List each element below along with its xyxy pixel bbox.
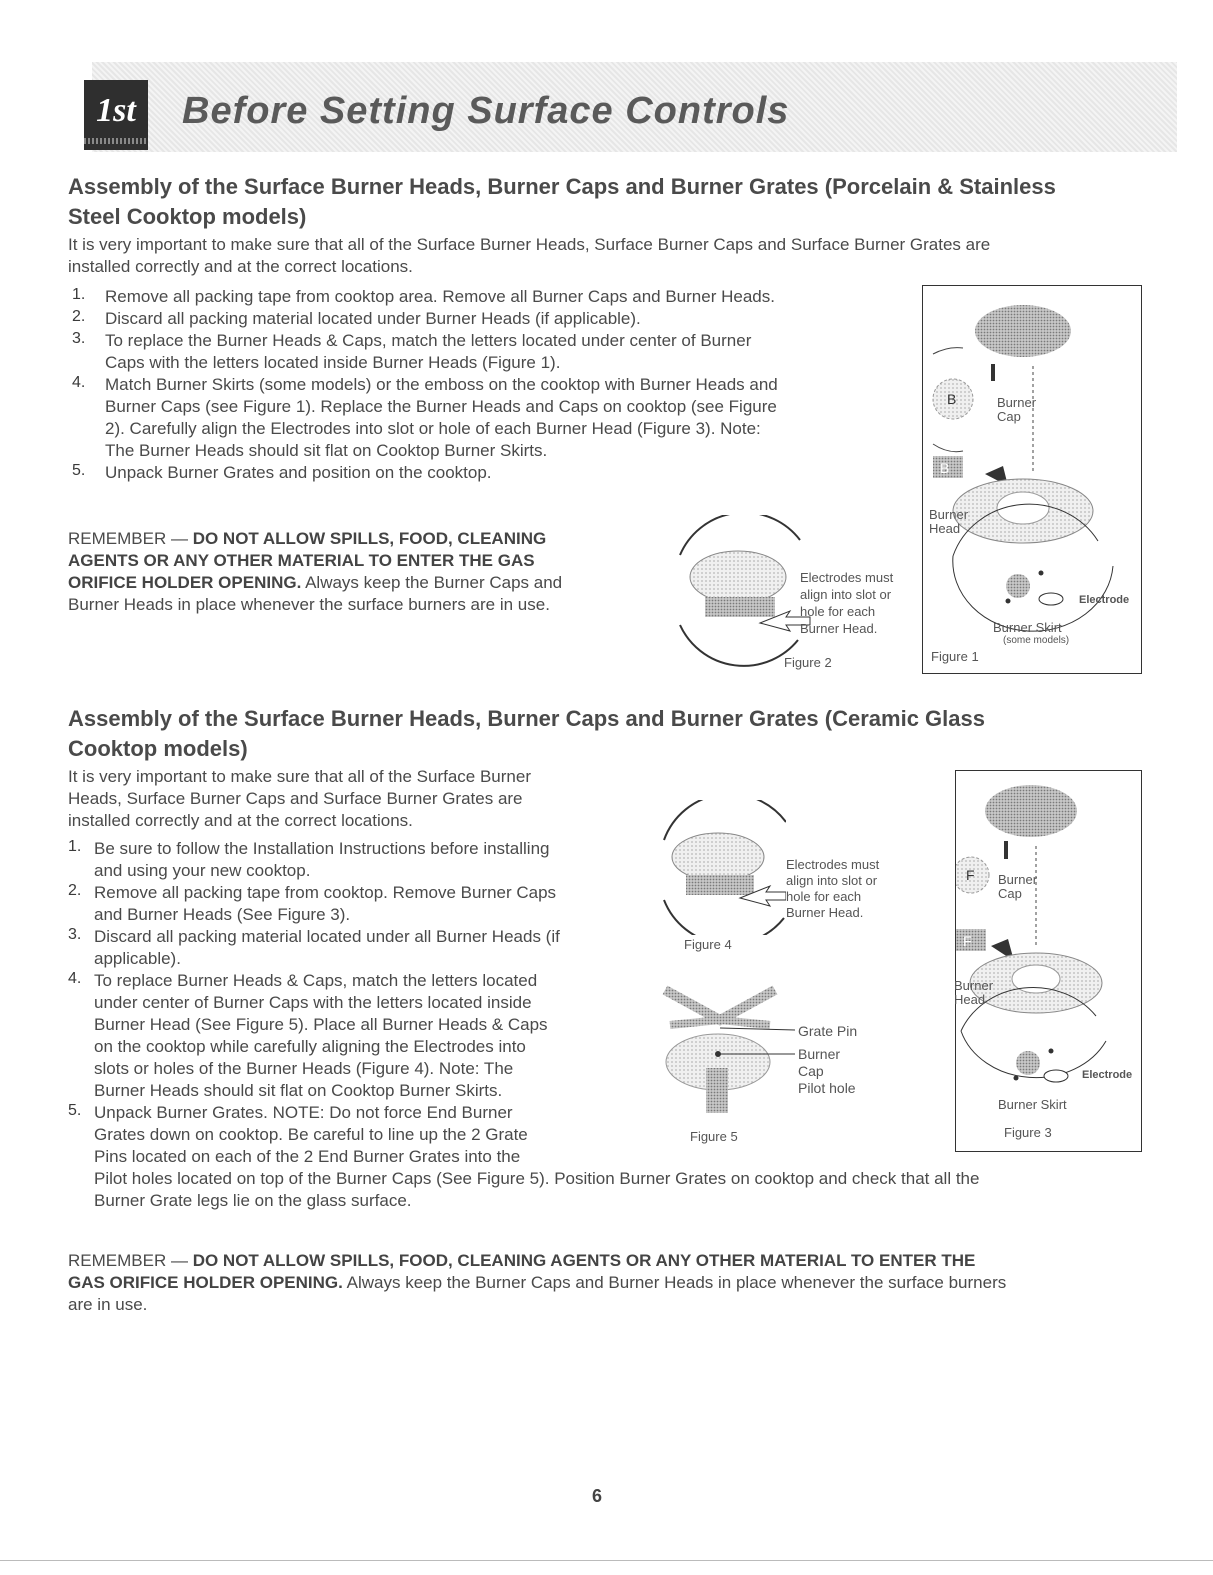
label-cap: Cap bbox=[997, 409, 1021, 424]
note-line: hole for each bbox=[786, 889, 862, 904]
step-item bbox=[72, 374, 912, 462]
label-burner: Burner bbox=[929, 507, 969, 522]
step-item bbox=[72, 308, 912, 330]
section2-heading-line2: Cooktop models) bbox=[68, 736, 248, 761]
intro-line: Heads, Surface Burner Caps and Surface Burner Grates are bbox=[68, 789, 523, 808]
figure3-diagram bbox=[956, 771, 1141, 1151]
figure1-head-letter: B bbox=[940, 460, 950, 476]
remember-tail: Always keep the Burner Caps and bbox=[301, 573, 563, 592]
remember-warning: GAS ORIFICE HOLDER OPENING. bbox=[68, 1273, 343, 1292]
label-electrode: Electrode bbox=[1079, 594, 1130, 606]
remember-warning: ORIFICE HOLDER OPENING. bbox=[68, 573, 302, 592]
label-electrode: Electrode bbox=[1082, 1069, 1133, 1081]
label-some-models: (some models) bbox=[1003, 635, 1070, 646]
label-skirt: Burner Skirt bbox=[998, 1097, 1067, 1112]
label-cap: Cap bbox=[798, 1063, 824, 1079]
step-line: Discard all packing material located under all Burner Heads (if bbox=[94, 927, 560, 946]
figure3-caption: Figure 3 bbox=[1004, 1125, 1052, 1140]
section1-heading-line2: Steel Cooktop models) bbox=[68, 204, 307, 229]
note-line: align into slot or bbox=[786, 873, 878, 888]
note-line: Burner Head. bbox=[800, 621, 878, 636]
label-burner: Burner bbox=[954, 978, 994, 993]
step-item bbox=[72, 286, 912, 308]
step-number: 4. bbox=[68, 970, 82, 987]
section1-heading-line1: Assembly of the Surface Burner Heads, Burner Caps and Burner Grates (Porcelain & Stainless bbox=[68, 174, 1056, 199]
remember-warning: DO NOT ALLOW SPILLS, FOOD, CLEANING bbox=[192, 529, 547, 548]
label-skirt: Burner Skirt bbox=[993, 620, 1062, 635]
remember-line bbox=[68, 528, 658, 550]
step-line: Burner Head (See Figure 5). Place all Burner Heads & Caps bbox=[94, 1015, 548, 1034]
label-cap: Cap bbox=[998, 886, 1022, 901]
step-line: Unpack Burner Grates and position on the cooktop. bbox=[105, 463, 492, 482]
figure1-cap-letter: B bbox=[947, 391, 957, 407]
step-number: 5. bbox=[68, 1102, 82, 1119]
figure3-box bbox=[955, 770, 1142, 1152]
note-line: hole for each bbox=[800, 604, 876, 619]
step-number: 1. bbox=[68, 838, 82, 855]
figure2-note bbox=[800, 569, 893, 637]
label-grate-pin: Grate Pin bbox=[798, 1023, 858, 1039]
remember-line: are in use. bbox=[68, 1295, 148, 1314]
page-title: Before Setting Surface Controls bbox=[182, 90, 790, 132]
step-item bbox=[68, 926, 668, 970]
step-item bbox=[68, 882, 668, 926]
step-line: Discard all packing material located under Burner Heads (if applicable). bbox=[105, 309, 641, 328]
step-number: 5. bbox=[72, 462, 86, 479]
step-number: 1. bbox=[72, 286, 86, 303]
note-line: Burner Head. bbox=[786, 905, 864, 920]
remember-line bbox=[68, 1272, 1178, 1294]
step-line: Remove all packing tape from cooktop. Remove Burner Caps bbox=[94, 883, 557, 902]
figure1-diagram bbox=[923, 286, 1141, 673]
intro-line: installed correctly and at the correct locations. bbox=[68, 811, 413, 830]
step-line: applicable). bbox=[94, 949, 181, 968]
figure3-cap-letter: F bbox=[966, 867, 975, 883]
step-number: 3. bbox=[68, 926, 82, 943]
step-number: 2. bbox=[72, 308, 86, 325]
section1-intro bbox=[68, 234, 1178, 278]
step-line: Burner Caps (see Figure 1). Replace the Burner Heads and Caps on cooktop (see Figure bbox=[105, 397, 777, 416]
note-line: Electrodes must bbox=[786, 857, 880, 872]
step-number: 2. bbox=[68, 882, 82, 899]
section2-intro bbox=[68, 766, 668, 832]
step-line: Caps with the letters located inside Burner Heads (Figure 1). bbox=[105, 353, 561, 372]
remember-line: Burner Heads in place whenever the surface burners are in use. bbox=[68, 595, 550, 614]
figure1-box bbox=[922, 285, 1142, 674]
figure3-head-letter: F bbox=[963, 933, 972, 949]
step-line: To replace the Burner Heads & Caps, match the letters located under center of Burner bbox=[105, 331, 752, 350]
step-item bbox=[72, 462, 912, 484]
remember-line bbox=[68, 1250, 1178, 1272]
remember-line bbox=[68, 550, 658, 572]
figure1-cap-label bbox=[997, 396, 1036, 424]
step-line: and using your new cooktop. bbox=[94, 861, 311, 880]
remember-lead: REMEMBER — bbox=[68, 529, 193, 548]
step-line: The Burner Heads should sit flat on Cooktop Burner Skirts. bbox=[105, 441, 548, 460]
figure5-caption: Figure 5 bbox=[690, 1129, 738, 1144]
step-item bbox=[68, 838, 668, 882]
section1-steps bbox=[72, 286, 912, 484]
figure4-caption: Figure 4 bbox=[684, 937, 732, 952]
remember-tail: Always keep the Burner Caps and Burner Heads in place whenever the surface burners bbox=[342, 1273, 1007, 1292]
figure2-caption: Figure 2 bbox=[784, 655, 832, 670]
badge-text: 1st bbox=[96, 92, 136, 129]
step-number: 3. bbox=[72, 330, 86, 347]
figure3-cap-label bbox=[998, 873, 1037, 901]
label-head: Head bbox=[954, 992, 986, 1007]
section2-heading bbox=[68, 704, 1168, 764]
step-number: 4. bbox=[72, 374, 86, 391]
step-item bbox=[72, 330, 912, 374]
label-burner: Burner bbox=[798, 1046, 841, 1062]
section2-remember bbox=[68, 1250, 1178, 1316]
step-line: slots or holes of the Burner Heads (Figure 4). Note: The bbox=[94, 1059, 514, 1078]
step-line: Be sure to follow the Installation Instructions before installing bbox=[94, 839, 550, 858]
label-pilot-hole: Pilot hole bbox=[798, 1080, 856, 1096]
figure1-caption: Figure 1 bbox=[931, 649, 979, 664]
figure3-head-label bbox=[954, 979, 993, 1007]
step-item bbox=[68, 970, 668, 1102]
step-line: Remove all packing tape from cooktop area. Remove all Burner Caps and Burner Heads. bbox=[105, 287, 775, 306]
section1-intro-line2: installed correctly and at the correct locations. bbox=[68, 257, 413, 276]
step-line: Pins located on each of the 2 End Burner Grates into the bbox=[94, 1147, 521, 1166]
step-line: To replace Burner Heads & Caps, match the letters located bbox=[94, 971, 538, 990]
step-line: Unpack Burner Grates. NOTE: Do not force End Burner bbox=[94, 1103, 513, 1122]
figure1-head-label bbox=[929, 508, 968, 536]
label-burner: Burner bbox=[997, 395, 1037, 410]
step-line: Grates down on cooktop. Be careful to line up the 2 Grate bbox=[94, 1125, 528, 1144]
figure4-diagram bbox=[646, 800, 786, 935]
step-line: Match Burner Skirts (some models) or the emboss on the cooktop with Burner Heads and bbox=[105, 375, 778, 394]
page-number: 6 bbox=[592, 1486, 603, 1506]
figure5-labels bbox=[798, 1046, 856, 1097]
label-burner: Burner bbox=[998, 872, 1038, 887]
step-line: 2). Carefully align the Electrodes into slot or hole of each Burner Head (Figure 3). Note: bbox=[105, 419, 761, 438]
section1-intro-line1: It is very important to make sure that all of the Surface Burner Heads, Surface Burner Caps and Surface Burner Grates are bbox=[68, 235, 991, 254]
remember-lead: REMEMBER — bbox=[68, 1251, 193, 1270]
figure5-diagram bbox=[650, 980, 800, 1120]
footer-rule bbox=[0, 1560, 1213, 1561]
note-line: align into slot or bbox=[800, 587, 892, 602]
remember-warning: DO NOT ALLOW SPILLS, FOOD, CLEANING AGENTS OR ANY OTHER MATERIAL TO ENTER THE bbox=[192, 1251, 976, 1270]
step-line: Pilot holes located on top of the Burner Caps (See Figure 5). Position Burner Grates on cooktop and check that all the bbox=[94, 1169, 980, 1188]
remember-warning: AGENTS OR ANY OTHER MATERIAL TO ENTER THE GAS bbox=[68, 551, 535, 570]
note-line: Electrodes must bbox=[800, 570, 894, 585]
step-line: Burner Heads should sit flat on Cooktop Burner Skirts. bbox=[94, 1081, 503, 1100]
step-line: Burner Grate legs lie on the glass surface. bbox=[94, 1191, 412, 1210]
label-head: Head bbox=[929, 521, 961, 536]
first-badge bbox=[84, 80, 148, 150]
step-line: under center of Burner Caps with the letters located inside bbox=[94, 993, 532, 1012]
intro-line: It is very important to make sure that all of the Surface Burner bbox=[68, 767, 531, 786]
remember-line bbox=[68, 572, 658, 594]
step-line: and Burner Heads (See Figure 3). bbox=[94, 905, 351, 924]
section1-remember bbox=[68, 528, 658, 616]
figure4-note bbox=[786, 857, 879, 921]
section2-heading-line1: Assembly of the Surface Burner Heads, Burner Caps and Burner Grates (Ceramic Glass bbox=[68, 706, 985, 731]
step-line: on the cooktop while carefully aligning the Electrodes into bbox=[94, 1037, 526, 1056]
section1-heading bbox=[68, 172, 1168, 232]
